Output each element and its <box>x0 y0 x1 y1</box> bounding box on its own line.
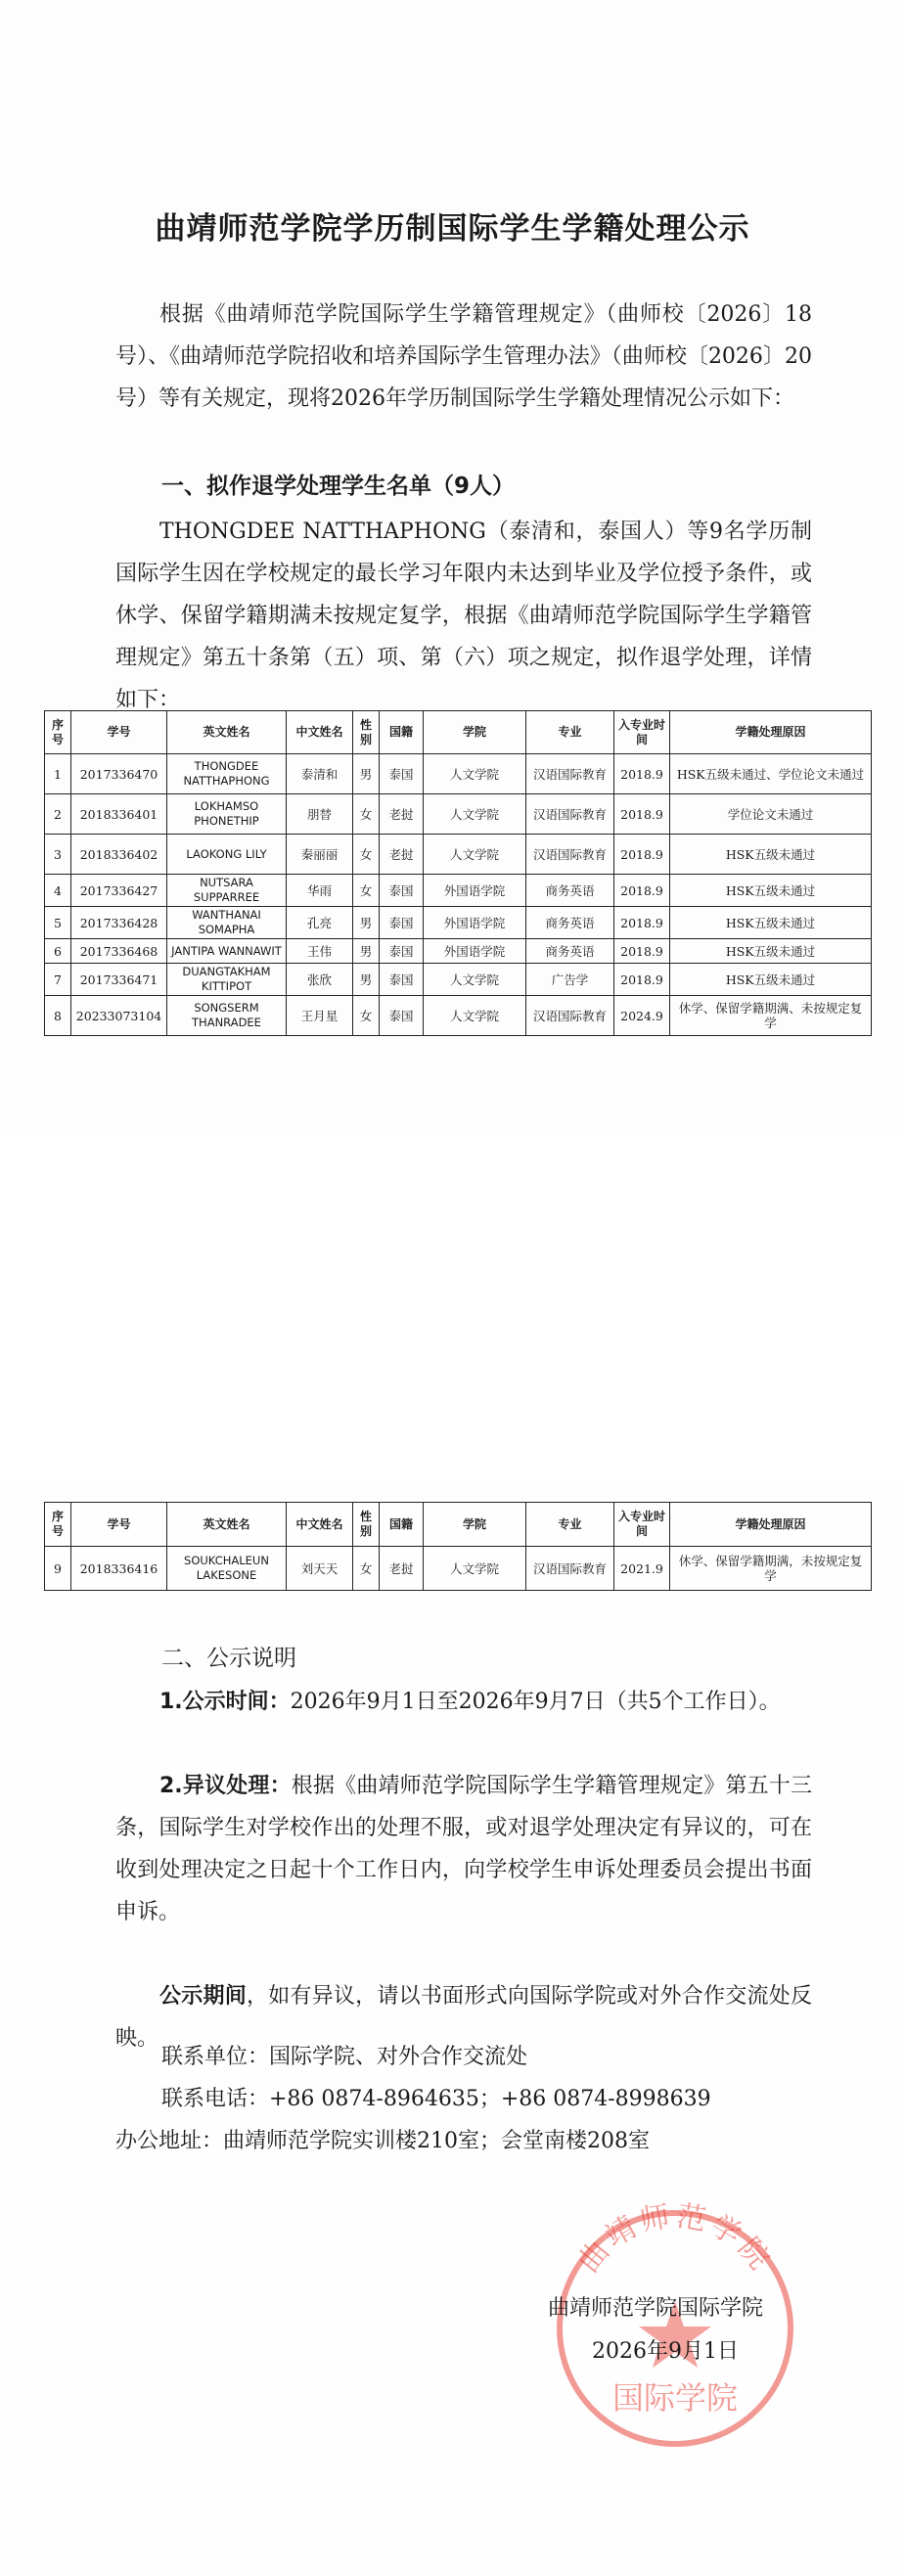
objection-text: 根据《曲靖师范学院国际学生学籍管理规定》第五十三条，国际学生对学校作出的处理不服，或对退学处理决定有异议的，可在收到处理决定之日起十个工作日内，向学校学生申诉处理委员会提出书面申诉。 <box>115 1774 812 1924</box>
cell-id: 2017336471 <box>71 964 167 996</box>
document-title: 曲靖师范学院学历制国际学生学籍处理公示 <box>155 211 750 247</box>
cell-entry-time: 2018.9 <box>614 754 670 794</box>
cell-entry-time: 2018.9 <box>614 875 670 907</box>
cell-cn-name: 华雨 <box>287 875 353 907</box>
table-header-row <box>45 711 872 754</box>
cell-sex: 男 <box>353 939 380 964</box>
cell-sex: 女 <box>353 875 380 907</box>
cell-no: 3 <box>45 835 71 875</box>
cell-sex: 女 <box>353 1547 380 1591</box>
intro-paragraph: 根据《曲靖师范学院国际学生学籍管理规定》（曲师校〔2026〕18号）、《曲靖师范学院招收和培养国际学生管理办法》（曲师校〔2026〕20号）等有关规定，现将2026年学历制国际学生学籍处理情况公示如下： <box>115 302 812 411</box>
col-en-name: 英文姓名 <box>167 711 287 754</box>
cell-college: 人文学院 <box>424 964 526 996</box>
cell-major: 汉语国际教育 <box>526 835 614 875</box>
objection-paragraph <box>115 1765 812 1933</box>
cell-nationality: 老挝 <box>380 835 424 875</box>
col-college: 学院 <box>424 1503 526 1547</box>
cell-major: 汉语国际教育 <box>526 754 614 794</box>
signature-organization: 曲靖师范学院国际学院 <box>548 2296 764 2321</box>
cell-nationality: 泰国 <box>380 754 424 794</box>
notice-time-label: 1.公示时间： <box>159 1690 291 1714</box>
col-college: 学院 <box>424 711 526 754</box>
table-row <box>45 939 872 964</box>
cell-id: 2018336416 <box>71 1547 167 1591</box>
col-major: 专业 <box>526 711 614 754</box>
table-row <box>45 754 872 794</box>
notice-time-text: 2026年9月1日至2026年9月7日（共5个工作日）。 <box>290 1690 781 1714</box>
col-id: 学号 <box>71 1503 167 1547</box>
cell-en-name: SOUKCHALEUN LAKESONE <box>167 1547 287 1591</box>
cell-cn-name: 张欣 <box>287 964 353 996</box>
cell-reason: HSK五级未通过 <box>670 875 872 907</box>
cell-sex: 男 <box>353 964 380 996</box>
cell-entry-time: 2018.9 <box>614 964 670 996</box>
col-entry-time: 入专业时间 <box>614 1503 670 1547</box>
official-seal <box>543 2192 807 2456</box>
table-row <box>45 875 872 907</box>
cell-college: 人文学院 <box>424 835 526 875</box>
cell-en-name: NUTSARA SUPPARREE <box>167 875 287 907</box>
cell-entry-time: 2021.9 <box>614 1547 670 1591</box>
cell-cn-name: 王月星 <box>287 996 353 1036</box>
cell-cn-name: 王伟 <box>287 939 353 964</box>
cell-no: 5 <box>45 907 71 939</box>
cell-reason: HSK五级未通过 <box>670 907 872 939</box>
table-row <box>45 996 872 1036</box>
cell-entry-time: 2018.9 <box>614 907 670 939</box>
cell-reason: HSK五级未通过 <box>670 835 872 875</box>
cell-no: 2 <box>45 794 71 835</box>
cell-en-name: JANTIPA WANNAWIT <box>167 939 287 964</box>
section1-paragraph: THONGDEE NATTHAPHONG（泰清和，泰国人）等9名学历制国际学生因在学校规定的最长学习年限内未达到毕业及学位授予条件，或休学、保留学籍期满未按规定复学，根据《曲靖师范学院国际学生学籍管理规定》第五十条第（五）项、第（六）项之规定，拟作退学处理，详情如下： <box>115 520 812 712</box>
col-major: 专业 <box>526 1503 614 1547</box>
col-nationality: 国籍 <box>380 711 424 754</box>
cell-nationality: 泰国 <box>380 939 424 964</box>
cell-college: 人文学院 <box>424 754 526 794</box>
cell-no: 4 <box>45 875 71 907</box>
signature-date: 2026年9月1日 <box>592 2339 739 2364</box>
table-row <box>45 835 872 875</box>
cell-no: 9 <box>45 1547 71 1591</box>
cell-reason: HSK五级未通过 <box>670 939 872 964</box>
cell-major: 商务英语 <box>526 939 614 964</box>
col-no: 序号 <box>45 1503 71 1547</box>
cell-college: 外国语学院 <box>424 907 526 939</box>
col-en-name: 英文姓名 <box>167 1503 287 1547</box>
cell-no: 1 <box>45 754 71 794</box>
col-sex: 性别 <box>353 711 380 754</box>
col-cn-name: 中文姓名 <box>287 1503 353 1547</box>
cell-reason: 学位论文未通过 <box>670 794 872 835</box>
contact-unit: 联系单位：国际学院、对外合作交流处 <box>161 2045 528 2069</box>
student-table <box>44 710 872 1036</box>
cell-cn-name: 孔亮 <box>287 907 353 939</box>
cell-cn-name: 刘天天 <box>287 1547 353 1591</box>
contact-phone: 联系电话：+86 0874-8964635；+86 0874-8998639 <box>161 2087 711 2111</box>
cell-entry-time: 2018.9 <box>614 794 670 835</box>
col-sex: 性别 <box>353 1503 380 1547</box>
cell-entry-time: 2018.9 <box>614 939 670 964</box>
student-table-continued <box>44 1502 872 1591</box>
cell-id: 2017336470 <box>71 754 167 794</box>
section1-heading: 一、拟作退学处理学生名单（9人） <box>161 474 516 499</box>
svg-text:曲靖师范学院: 曲靖师范学院 <box>571 2198 779 2280</box>
cell-no: 8 <box>45 996 71 1036</box>
col-nationality: 国籍 <box>380 1503 424 1547</box>
cell-major: 汉语国际教育 <box>526 794 614 835</box>
table-header-row <box>45 1503 872 1547</box>
cell-reason: HSK五级未通过、学位论文未通过 <box>670 754 872 794</box>
section2-heading: 二、公示说明 <box>161 1646 296 1671</box>
cell-cn-name: 秦丽丽 <box>287 835 353 875</box>
cell-major: 汉语国际教育 <box>526 996 614 1036</box>
cell-cn-name: 泰清和 <box>287 754 353 794</box>
cell-en-name: THONGDEE NATTHAPHONG <box>167 754 287 794</box>
cell-college: 人文学院 <box>424 1547 526 1591</box>
cell-en-name: SONGSERM THANRADEE <box>167 996 287 1036</box>
cell-nationality: 老挝 <box>380 1547 424 1591</box>
cell-nationality: 老挝 <box>380 794 424 835</box>
period-text: ，如有异议，请以书面形式向国际学院或对外合作交流处反映。 <box>115 1984 812 2051</box>
cell-no: 7 <box>45 964 71 996</box>
cell-nationality: 泰国 <box>380 907 424 939</box>
col-id: 学号 <box>71 711 167 754</box>
cell-nationality: 泰国 <box>380 875 424 907</box>
cell-nationality: 泰国 <box>380 996 424 1036</box>
col-no: 序号 <box>45 711 71 754</box>
cell-en-name: WANTHANAI SOMAPHA <box>167 907 287 939</box>
col-entry-time: 入专业时间 <box>614 711 670 754</box>
cell-id: 2017336468 <box>71 939 167 964</box>
table-row <box>45 1547 872 1591</box>
table-row <box>45 907 872 939</box>
cell-id: 2018336401 <box>71 794 167 835</box>
period-label: 公示期间 <box>159 1984 247 2009</box>
table-row <box>45 794 872 835</box>
cell-id: 20233073104 <box>71 996 167 1036</box>
table-row <box>45 964 872 996</box>
cell-major: 广告学 <box>526 964 614 996</box>
col-reason: 学籍处理原因 <box>670 711 872 754</box>
cell-college: 外国语学院 <box>424 939 526 964</box>
cell-id: 2017336428 <box>71 907 167 939</box>
cell-college: 人文学院 <box>424 794 526 835</box>
cell-entry-time: 2018.9 <box>614 835 670 875</box>
page-gap <box>0 1135 905 1482</box>
cell-reason: HSK五级未通过 <box>670 964 872 996</box>
svg-text:国际学院: 国际学院 <box>611 2379 739 2417</box>
cell-sex: 女 <box>353 996 380 1036</box>
cell-en-name: DUANGTAKHAM KITTIPOT <box>167 964 287 996</box>
cell-major: 商务英语 <box>526 875 614 907</box>
office-address: 办公地址：曲靖师范学院实训楼210室；会堂南楼208室 <box>115 2129 650 2153</box>
cell-sex: 女 <box>353 794 380 835</box>
cell-reason: 休学、保留学籍期满，未按规定复学 <box>670 1547 872 1591</box>
cell-cn-name: 朋替 <box>287 794 353 835</box>
cell-reason: 休学、保留学籍期满、未按规定复学 <box>670 996 872 1036</box>
cell-sex: 男 <box>353 907 380 939</box>
cell-id: 2018336402 <box>71 835 167 875</box>
col-cn-name: 中文姓名 <box>287 711 353 754</box>
cell-college: 外国语学院 <box>424 875 526 907</box>
cell-en-name: LOKHAMSO PHONETHIP <box>167 794 287 835</box>
notice-time-paragraph <box>115 1681 812 1723</box>
cell-sex: 女 <box>353 835 380 875</box>
cell-major: 汉语国际教育 <box>526 1547 614 1591</box>
cell-no: 6 <box>45 939 71 964</box>
cell-sex: 男 <box>353 754 380 794</box>
cell-major: 商务英语 <box>526 907 614 939</box>
objection-label: 2.异议处理： <box>159 1774 292 1798</box>
cell-college: 人文学院 <box>424 996 526 1036</box>
cell-nationality: 泰国 <box>380 964 424 996</box>
cell-entry-time: 2024.9 <box>614 996 670 1036</box>
cell-en-name: LAOKONG LILY <box>167 835 287 875</box>
col-reason: 学籍处理原因 <box>670 1503 872 1547</box>
cell-id: 2017336427 <box>71 875 167 907</box>
